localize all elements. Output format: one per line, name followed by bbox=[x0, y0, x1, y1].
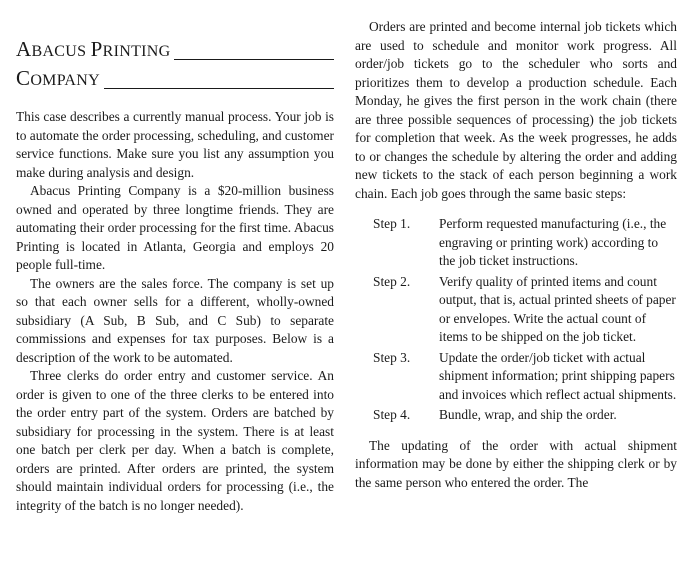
step-item bbox=[355, 406, 677, 425]
step-label: Step 4. bbox=[373, 407, 411, 422]
step-item bbox=[355, 273, 677, 347]
paragraph-owners: The owners are the sales force. The company is set up so that each owner sells for a different, wholly-owned subsidiary (A Sub, B Sub, and C Sub) to separate commissions and expenses for tax purposes. Below is a description of the work to be automated. bbox=[16, 275, 334, 365]
step-label: Step 3. bbox=[373, 349, 411, 365]
step-text: Bundle, wrap, and ship the order. bbox=[439, 407, 617, 422]
step-text: Perform requested manufacturing (i.e., the engraving or printing work) according to the job ticket instructions. bbox=[439, 216, 667, 268]
title-line-1 bbox=[16, 36, 334, 65]
paragraph-clerks: Three clerks do order entry and customer service. An order is given to one of the three clerks to be entered into the order entry part of the system. Orders are batched by subsidiary for processing in the system. There is at least one batch per clerk per day. When a batch is complete, orders are printed. After orders are printed, the system should maintain individual orders for processing (i.e., the integrity of the batch is no longer needed). bbox=[16, 368, 334, 513]
step-item bbox=[355, 349, 677, 405]
title-text-2: COMPANY bbox=[16, 66, 100, 90]
case-title bbox=[16, 36, 334, 94]
title-text-1: ABACUS PRINTING bbox=[16, 37, 171, 61]
paragraph-intro: This case describes a currently manual process. Your job is to automate the order processing, scheduling, and customer service functions. Make sure you list any assumption you make during analysis and design. bbox=[16, 109, 334, 180]
step-text: Update the order/job ticket with actual shipment information; print shipping papers and invoices which reflect actual shipments. bbox=[439, 349, 677, 402]
title-rule-1 bbox=[174, 59, 334, 60]
step-text: Verify quality of printed items and count output, that is, actual printed sheets of paper or envelopes. Write the actual count of items to be shipped on the job ticket. bbox=[439, 273, 676, 344]
paragraph-company: Abacus Printing Company is a $20-million business owned and operated by three longtime friends. They are automating their order processing for the first time. Abacus Printing is located in Atlanta, Georgia and employs 20 people full-time. bbox=[16, 183, 334, 272]
right-column bbox=[355, 0, 677, 492]
steps-list bbox=[355, 215, 677, 425]
paragraph-job-tickets: Orders are printed and become internal job tickets which are used to schedule and monitor work progress. All order/job tickets go to the scheduler who sorts and prioritizes them to develop a production schedule. Each Monday, he gives the first person in the work chain (there are three possible sequences of processing) the job tickets for completion that week. As the week progresses, he adds to or changes the schedule by altering the order and adding new tickets to the stack of each person beginning a work chain. Each job goes through the same basic steps: bbox=[355, 19, 677, 201]
step-item bbox=[355, 215, 677, 271]
title-rule-2 bbox=[104, 88, 334, 89]
step-label: Step 1. bbox=[373, 216, 411, 231]
step-label: Step 2. bbox=[373, 273, 411, 289]
left-column bbox=[16, 0, 334, 515]
paragraph-updating: The updating of the order with actual shipment information may be done by either the shipping clerk or by the same person who entered the order. The bbox=[355, 437, 677, 490]
title-line-2 bbox=[16, 65, 334, 94]
